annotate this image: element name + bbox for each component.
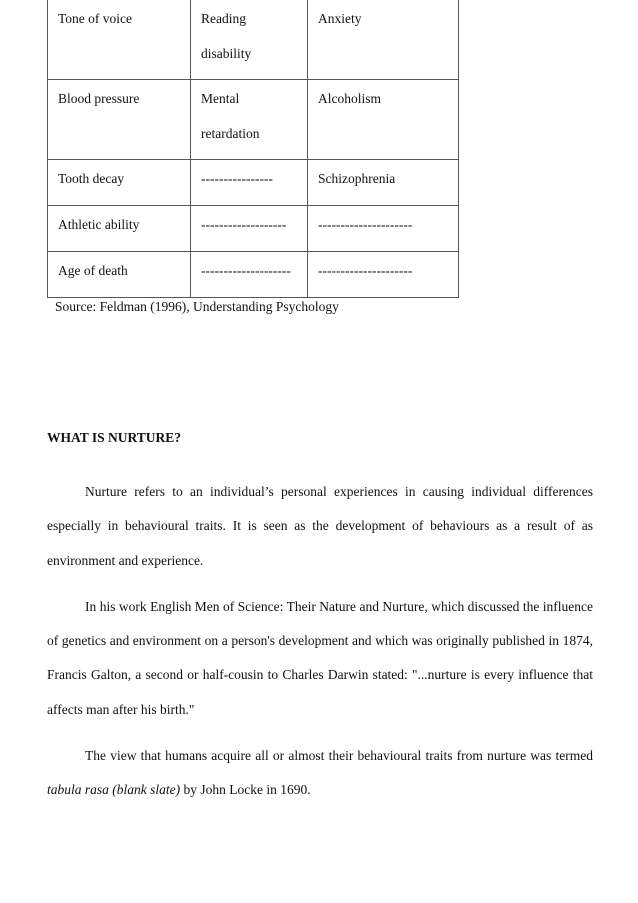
table-source-caption: Source: Feldman (1996), Understanding Psychology — [55, 299, 339, 314]
table-cell: Schizophrenia — [308, 160, 459, 206]
section-heading: WHAT IS NURTURE? — [47, 430, 182, 445]
table-cell: Tooth decay — [48, 160, 191, 206]
table-cell: Tone of voice — [48, 0, 191, 80]
table-row — [48, 252, 459, 298]
table-cell: ---------------- — [191, 160, 308, 206]
paragraph-locke-end: by John Locke in 1690. — [180, 782, 311, 798]
table-cell: -------------------- — [191, 252, 308, 298]
tabula-rasa-term: tabula rasa (blank slate) — [47, 782, 181, 798]
table-row — [48, 206, 459, 252]
paragraph-galton: In his work English Men of Science: Their Nature and Nurture, which discussed the influence of genetics and environment on a person's development and which was originally published in 1874, Francis Galton, a second or half-cousin to Charles Darwin stated: "...nurture is every influence that affects man after his birth." — [47, 598, 593, 717]
table-cell: Alcoholism — [308, 80, 459, 160]
traits-table — [47, 0, 459, 298]
body-text — [47, 475, 593, 820]
paragraph-locke — [47, 739, 593, 808]
table-cell: ------------------- — [191, 206, 308, 252]
table-cell: Anxiety — [308, 0, 459, 80]
table-row — [48, 80, 459, 160]
table-cell: --------------------- — [308, 252, 459, 298]
table-cell: Blood pressure — [48, 80, 191, 160]
table-cell: Reading disability — [191, 0, 308, 80]
paragraph-nurture-definition: Nurture refers to an individual’s personal experiences in causing individual differences especially in behavioural traits. It is seen as the development of behaviours as a result of as environment and experience. — [47, 484, 593, 568]
table-row — [48, 160, 459, 206]
table-cell: Mental retardation — [191, 80, 308, 160]
table-cell: --------------------- — [308, 206, 459, 252]
table-cell: Age of death — [48, 252, 191, 298]
table-row — [48, 0, 459, 80]
paragraph-locke-start: The view that humans acquire all or almost their behavioural traits from nurture was termed — [85, 748, 593, 764]
table-cell: Athletic ability — [48, 206, 191, 252]
